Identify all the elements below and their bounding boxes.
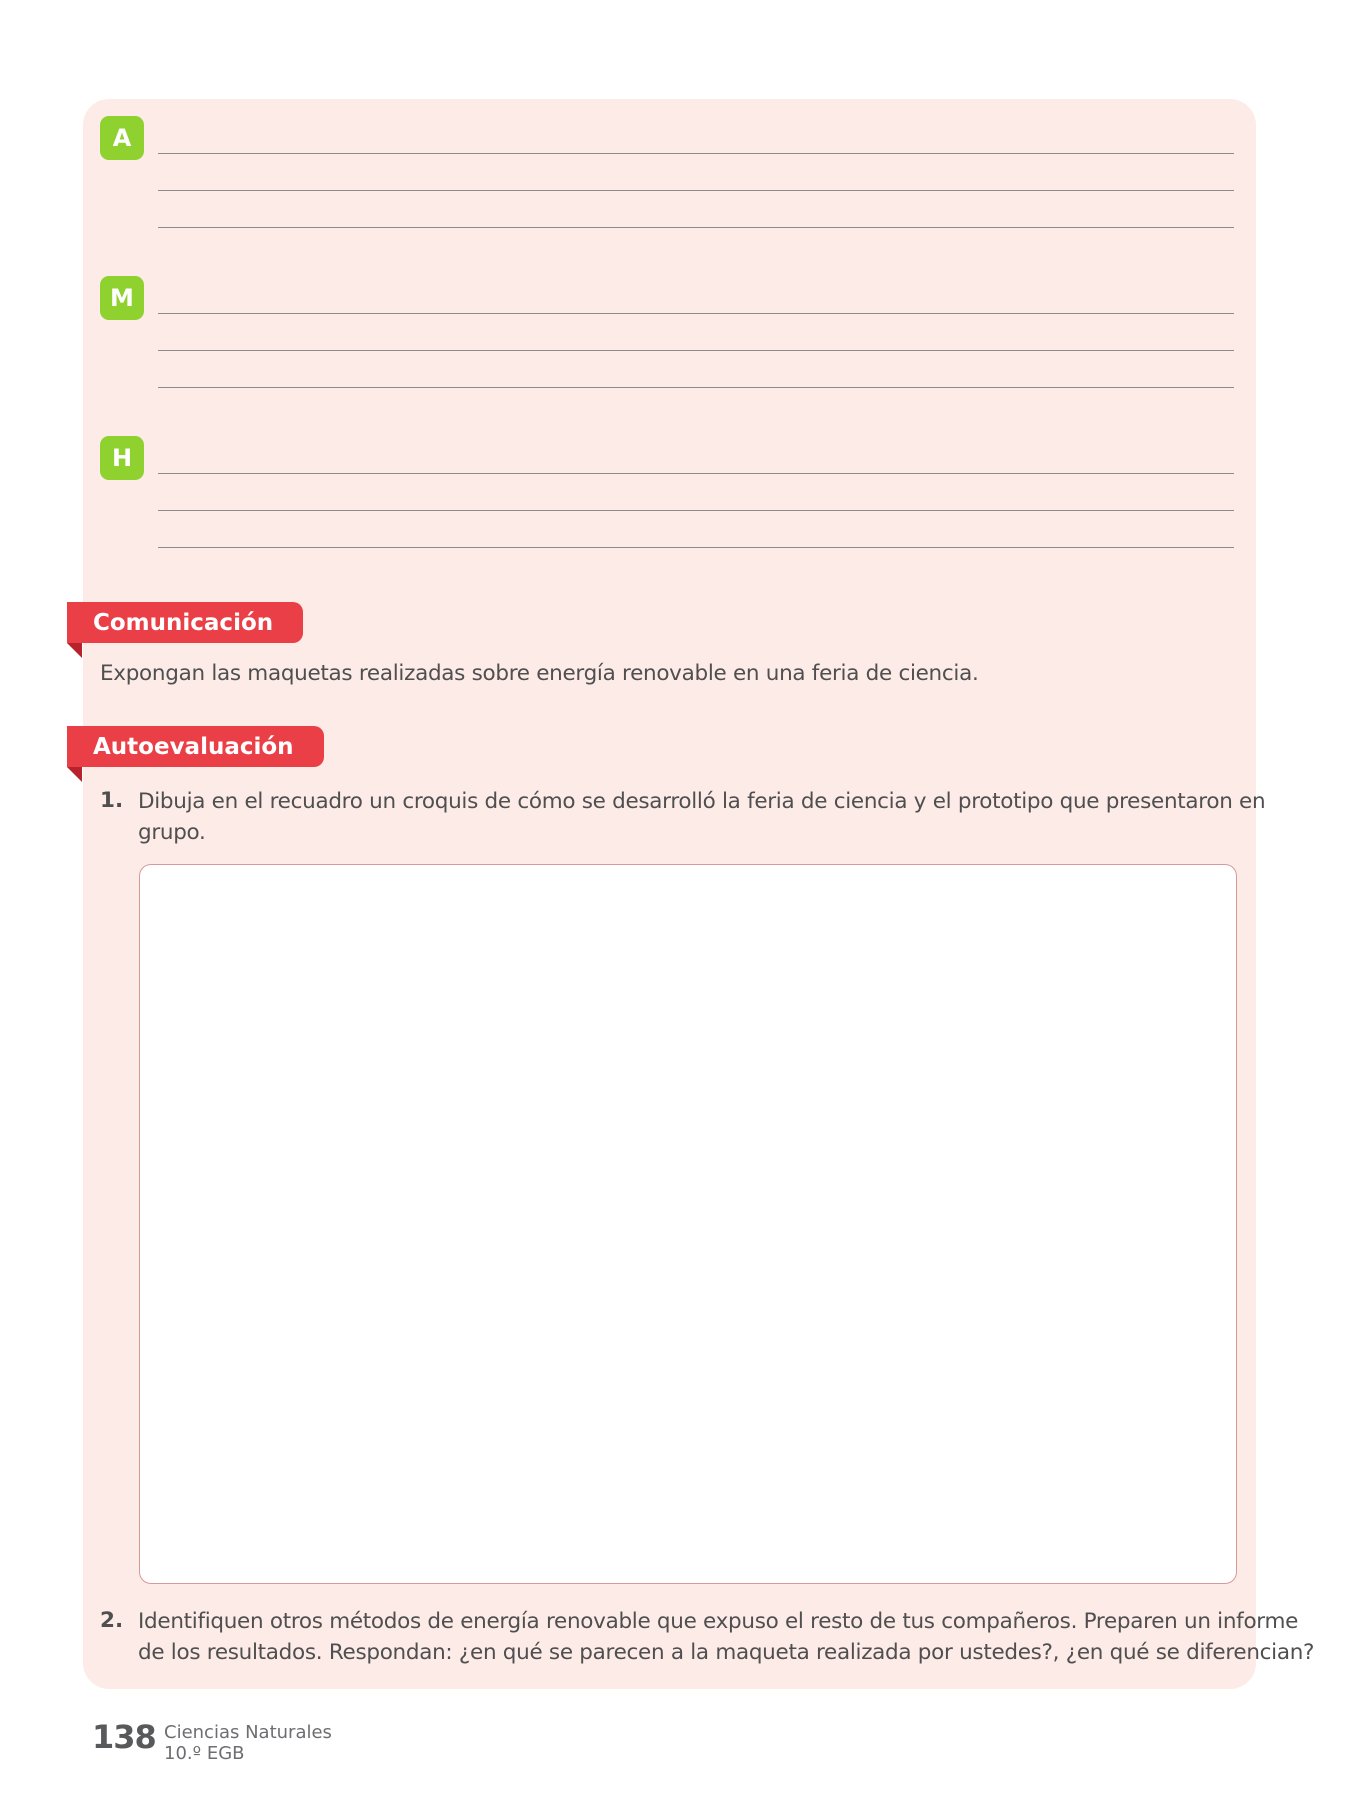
ribbon-fold — [67, 767, 82, 782]
ribbon-fold — [67, 643, 82, 658]
answer-line-m-3[interactable] — [158, 387, 1234, 388]
comunicacion-heading: Comunicación — [67, 602, 303, 643]
item-2-text-line-2: de los resultados. Respondan: ¿en qué se parecen a la maqueta realizada por ustedes?, ¿en qué se diferencian? — [138, 1640, 1315, 1665]
badge-a: A — [100, 116, 144, 160]
answer-line-h-1[interactable] — [158, 473, 1234, 474]
footer-subject: Ciencias Naturales — [164, 1722, 332, 1743]
drawing-box[interactable] — [139, 864, 1237, 1584]
answer-line-a-3[interactable] — [158, 227, 1234, 228]
item-2-number: 2. — [100, 1608, 124, 1633]
answer-line-m-2[interactable] — [158, 350, 1234, 351]
answer-line-a-1[interactable] — [158, 153, 1234, 154]
item-2-text-line-1: Identifiquen otros métodos de energía renovable que expuso el resto de tus compañeros. Preparen un informe — [138, 1609, 1299, 1634]
item-1-number: 1. — [100, 788, 124, 813]
item-1-text-line-1: Dibuja en el recuadro un croquis de cómo se desarrolló la feria de ciencia y el prototipo que presentaron en — [138, 789, 1266, 814]
answer-line-a-2[interactable] — [158, 190, 1234, 191]
badge-h: H — [100, 436, 144, 480]
footer-grade: 10.º EGB — [164, 1743, 245, 1764]
badge-m: M — [100, 276, 144, 320]
answer-line-h-3[interactable] — [158, 547, 1234, 548]
comunicacion-text: Expongan las maquetas realizadas sobre energía renovable en una feria de ciencia. — [100, 661, 979, 686]
answer-line-m-1[interactable] — [158, 313, 1234, 314]
page-number: 138 — [92, 1718, 156, 1756]
autoevaluacion-heading: Autoevaluación — [67, 726, 324, 767]
answer-line-h-2[interactable] — [158, 510, 1234, 511]
item-1-text-line-2: grupo. — [138, 820, 206, 845]
